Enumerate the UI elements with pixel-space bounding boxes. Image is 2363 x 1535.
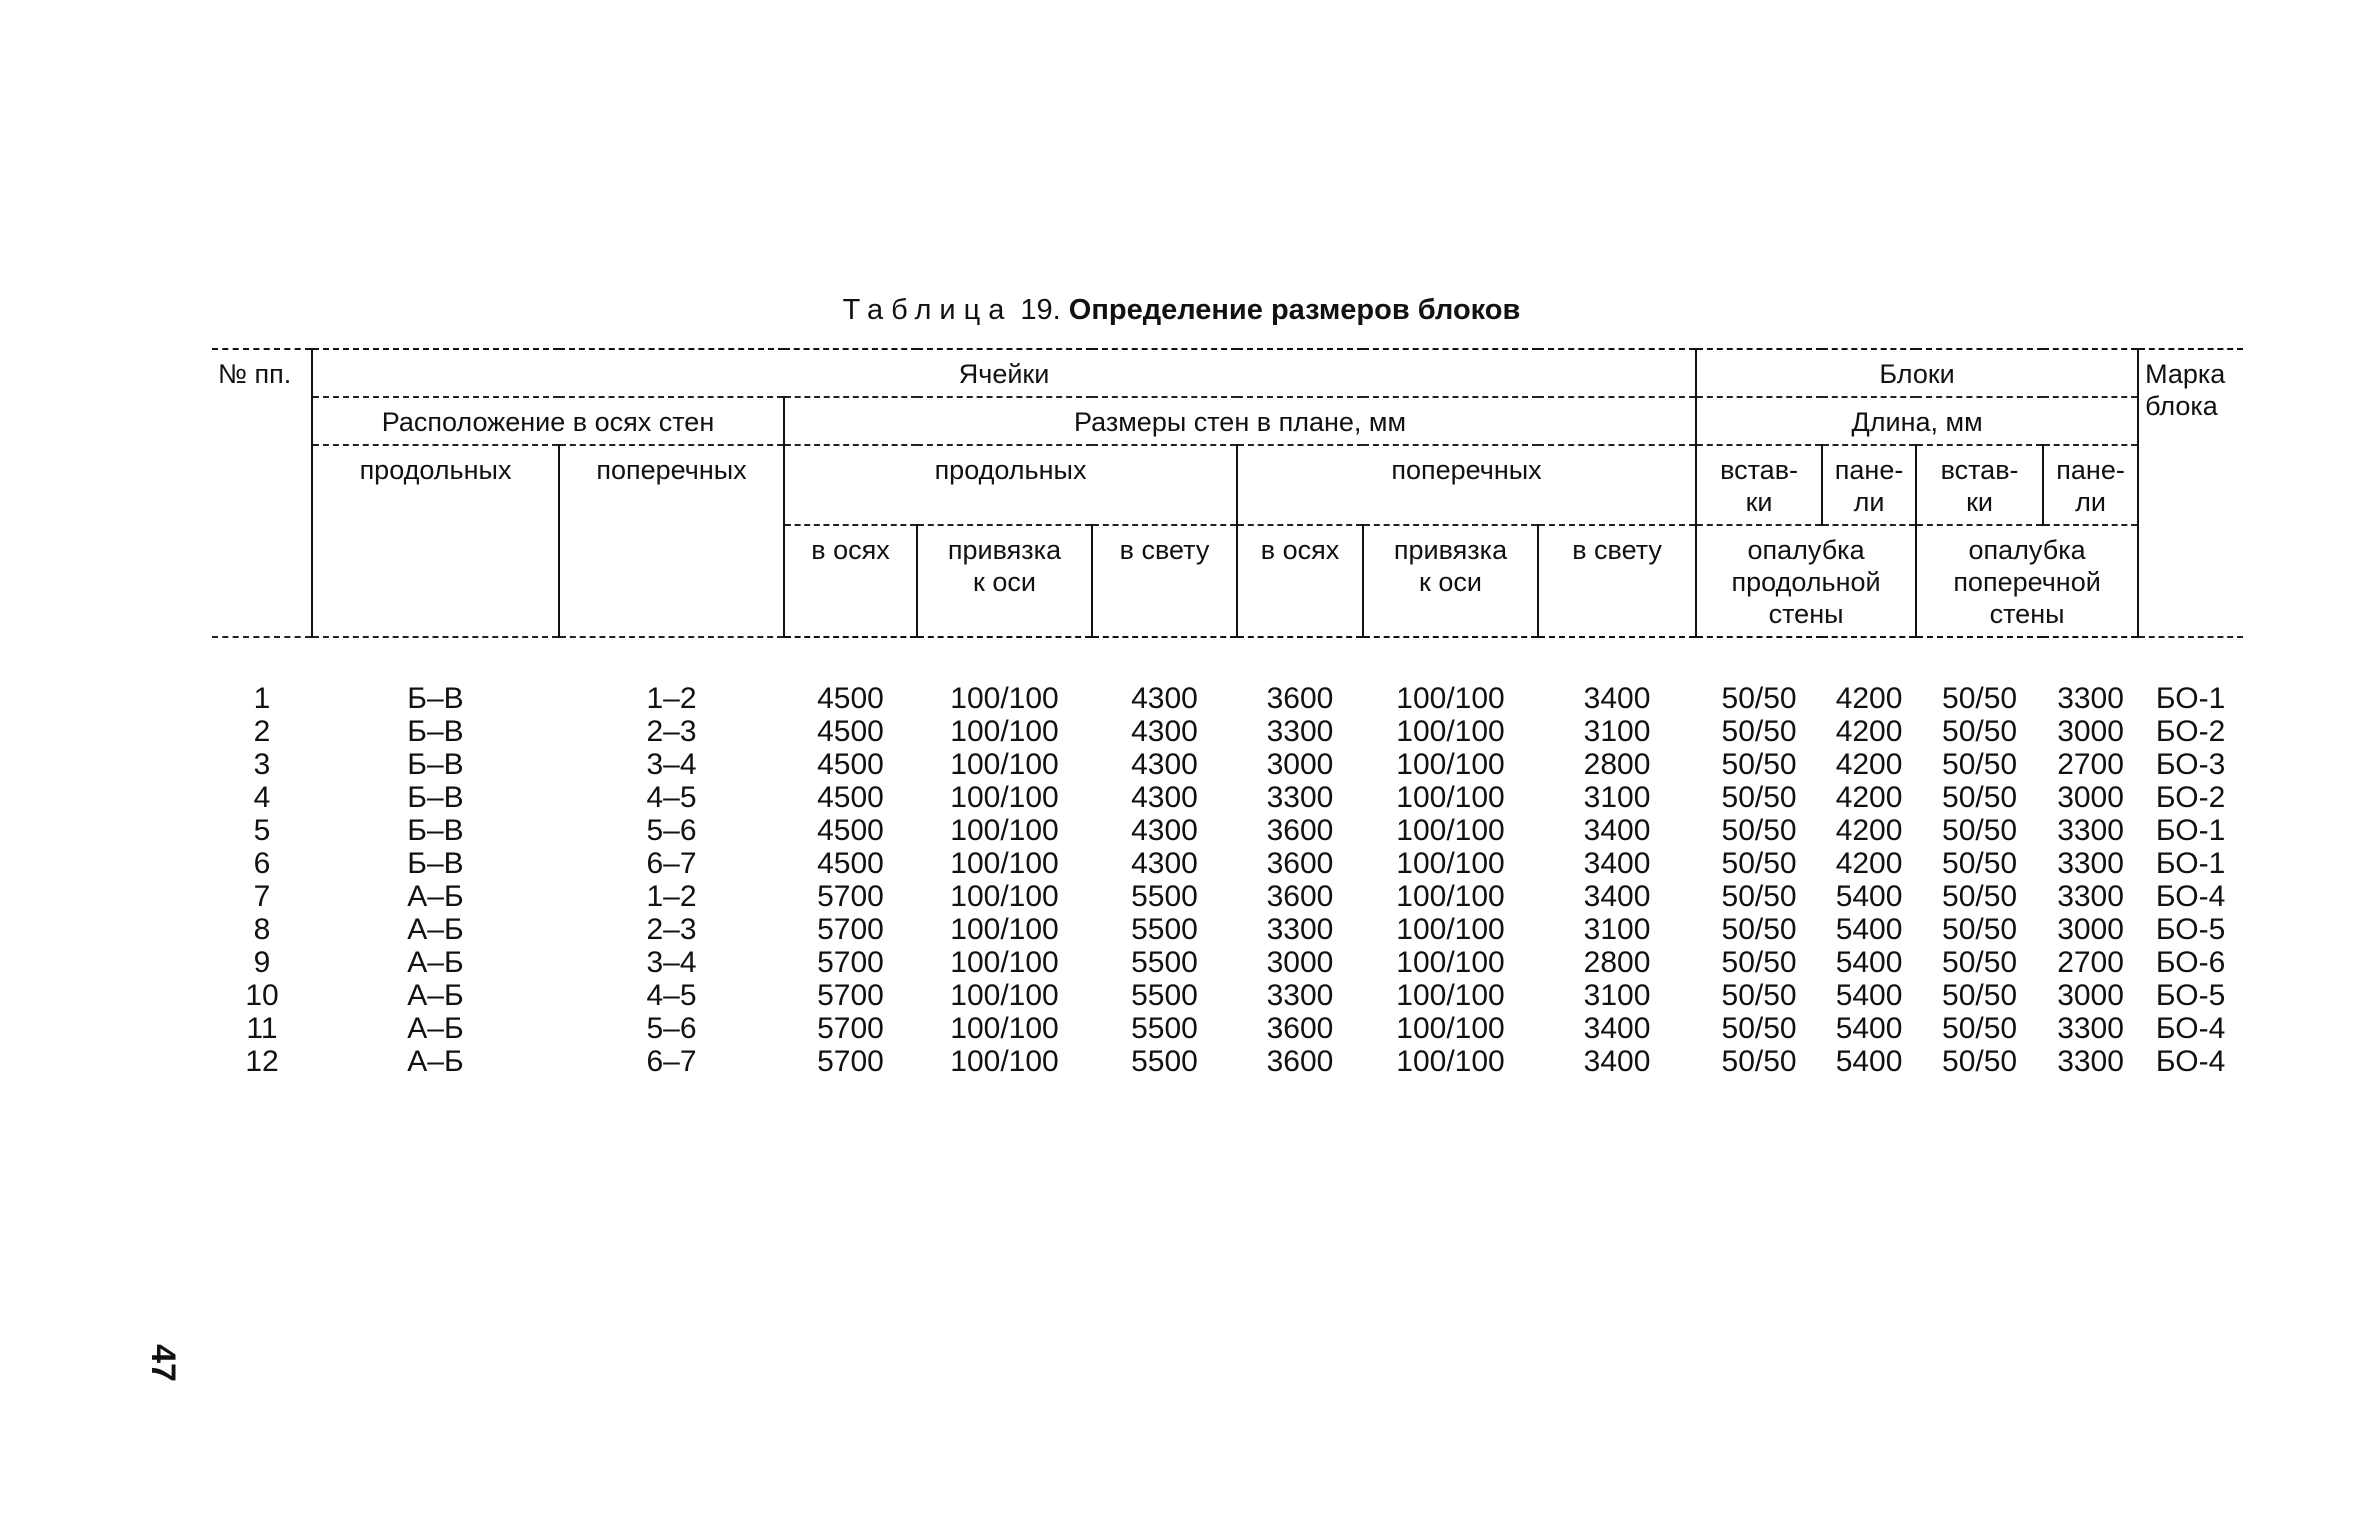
table-cell: 100/100 xyxy=(950,1045,1059,1078)
header-axes-location: Расположение в осях стен xyxy=(312,397,784,445)
table-cell: 3600 xyxy=(1266,682,1334,715)
table-cell: А–Б xyxy=(407,1012,464,1045)
table-cell: 3000 xyxy=(1266,748,1334,781)
table-cell: 5–6 xyxy=(646,814,697,847)
header-wall-sizes: Размеры стен в плане, мм xyxy=(784,397,1696,445)
table-row xyxy=(212,781,2243,814)
header-inserts-2: встав- ки xyxy=(1916,445,2043,525)
table-cell: 5400 xyxy=(1835,1012,1903,1045)
header-formwork-long: опалубка продольной стены xyxy=(1696,525,1916,637)
table-cell: 5 xyxy=(253,814,271,847)
table-cell: 4500 xyxy=(817,748,884,781)
table-cell: 3300 xyxy=(1266,979,1334,1012)
table-cell: 50/50 xyxy=(1942,847,2018,880)
table-row xyxy=(212,748,2243,781)
table-cell: 100/100 xyxy=(950,715,1059,748)
table-cell: 50/50 xyxy=(1942,748,2018,781)
table-cell: 5500 xyxy=(1131,1012,1198,1045)
table-cell: 100/100 xyxy=(950,847,1059,880)
table-cell: 3300 xyxy=(2057,1012,2124,1045)
table-cell: 4500 xyxy=(817,682,884,715)
table-cell: 4–5 xyxy=(646,781,697,814)
table-cell: 5700 xyxy=(817,913,884,946)
table-cell: 5700 xyxy=(817,946,884,979)
table-cell: 3–4 xyxy=(646,748,697,781)
table-cell: 3100 xyxy=(1583,913,1651,946)
table-cell: 5500 xyxy=(1131,1045,1198,1078)
table-cell: 4200 xyxy=(1835,847,1903,880)
table-cell: 3000 xyxy=(2057,913,2124,946)
table-cell: 100/100 xyxy=(1396,781,1505,814)
table-cell: 50/50 xyxy=(1721,979,1797,1012)
table-cell: 4200 xyxy=(1835,715,1903,748)
table-cell: 2–3 xyxy=(646,913,697,946)
table-cell: 4300 xyxy=(1131,814,1198,847)
header-mark: Марка блока xyxy=(2138,349,2243,637)
table-cell: 50/50 xyxy=(1942,1012,2018,1045)
table-cell: БО-2 xyxy=(2155,781,2226,814)
table-cell: 9 xyxy=(253,946,271,979)
table-cell: 4300 xyxy=(1131,715,1198,748)
table-cell: 3300 xyxy=(1266,781,1334,814)
table-cell: 3000 xyxy=(1266,946,1334,979)
table-cell: 4300 xyxy=(1131,682,1198,715)
table-cell: 100/100 xyxy=(1396,847,1505,880)
table-row xyxy=(212,979,2243,1012)
table-cell: 50/50 xyxy=(1942,979,2018,1012)
table-cell: 3600 xyxy=(1266,880,1334,913)
table-cell: Б–В xyxy=(407,682,464,715)
table-cell: 50/50 xyxy=(1942,814,2018,847)
table-cell: 3600 xyxy=(1266,1045,1334,1078)
table-cell: 5500 xyxy=(1131,946,1198,979)
table-cell: 3400 xyxy=(1583,814,1651,847)
table-cell: 100/100 xyxy=(1396,715,1505,748)
table-cell: 100/100 xyxy=(950,913,1059,946)
table-cell: Б–В xyxy=(407,748,464,781)
header-formwork-trans: опалубка поперечной стены xyxy=(1916,525,2138,637)
table-cell: 100/100 xyxy=(950,880,1059,913)
table-cell: 3000 xyxy=(2057,979,2124,1012)
table-cell: 100/100 xyxy=(950,781,1059,814)
table-cell: 50/50 xyxy=(1942,946,2018,979)
table-cell: А–Б xyxy=(407,1045,464,1078)
table-cell: 1–2 xyxy=(646,682,697,715)
table-cell: Б–В xyxy=(407,715,464,748)
header-panels-2: пане- ли xyxy=(2043,445,2138,525)
table-cell: 6 xyxy=(253,847,271,880)
table-cell: 4500 xyxy=(817,814,884,847)
table-cell: 50/50 xyxy=(1721,847,1797,880)
table-cell: 100/100 xyxy=(1396,682,1505,715)
header-cells: Ячейки xyxy=(312,349,1696,397)
table-cell: 50/50 xyxy=(1942,913,2018,946)
page-number: 47 xyxy=(144,1344,182,1382)
table-cell: 100/100 xyxy=(1396,880,1505,913)
table-cell: 7 xyxy=(253,880,271,913)
table-cell: 5400 xyxy=(1835,979,1903,1012)
header-in-axes-1: в осях xyxy=(784,525,917,637)
table-cell: 3100 xyxy=(1583,781,1651,814)
header-in-axes-2: в осях xyxy=(1237,525,1363,637)
table-cell: 50/50 xyxy=(1721,682,1797,715)
table-cell: 3600 xyxy=(1266,1012,1334,1045)
caption-title: Определение размеров блоков xyxy=(1068,294,1521,326)
table-cell: 4500 xyxy=(817,847,884,880)
table-cell: 3600 xyxy=(1266,847,1334,880)
table-cell: 5500 xyxy=(1131,880,1198,913)
table-cell: 4300 xyxy=(1131,748,1198,781)
table-cell: 8 xyxy=(253,913,271,946)
header-binding-1: привязка к оси xyxy=(917,525,1092,637)
table-cell: 100/100 xyxy=(1396,913,1505,946)
table-cell: 100/100 xyxy=(1396,946,1505,979)
table-cell: 10 xyxy=(245,979,279,1012)
table-cell: 3400 xyxy=(1583,1012,1651,1045)
header-longitudinal: продольных xyxy=(312,445,559,637)
table-body xyxy=(212,637,2243,1078)
table-cell: 2–3 xyxy=(646,715,697,748)
table-cell: 4300 xyxy=(1131,847,1198,880)
table-cell: 5400 xyxy=(1835,1045,1903,1078)
table-cell: 3–4 xyxy=(646,946,697,979)
table-cell: 4 xyxy=(253,781,271,814)
table-cell: 100/100 xyxy=(1396,1045,1505,1078)
table-cell: А–Б xyxy=(407,946,464,979)
table-cell: 3100 xyxy=(1583,979,1651,1012)
table-row xyxy=(212,715,2243,748)
table-cell: 2800 xyxy=(1583,946,1651,979)
table-cell: БО-6 xyxy=(2155,946,2226,979)
table-cell: 4500 xyxy=(817,781,884,814)
header-transverse: поперечных xyxy=(559,445,784,637)
table-cell: 50/50 xyxy=(1942,1045,2018,1078)
table-cell: 3400 xyxy=(1583,880,1651,913)
table-cell: 100/100 xyxy=(1396,979,1505,1012)
table-cell: 3000 xyxy=(2057,781,2124,814)
table-cell: 3100 xyxy=(1583,715,1651,748)
table-cell: 5400 xyxy=(1835,946,1903,979)
table-cell: 5700 xyxy=(817,1012,884,1045)
header-length: Длина, мм xyxy=(1696,397,2138,445)
table-cell: 100/100 xyxy=(1396,814,1505,847)
table-cell: А–Б xyxy=(407,913,464,946)
table-cell: 4200 xyxy=(1835,814,1903,847)
table-cell: 6–7 xyxy=(646,847,697,880)
table-cell: 5400 xyxy=(1835,880,1903,913)
table-cell: 3400 xyxy=(1583,682,1651,715)
table-cell: 50/50 xyxy=(1721,1012,1797,1045)
table-cell: 3000 xyxy=(2057,715,2124,748)
table-row xyxy=(212,1012,2243,1045)
table-cell: А–Б xyxy=(407,880,464,913)
header-clear-1: в свету xyxy=(1092,525,1237,637)
table-cell: БО-4 xyxy=(2155,1045,2226,1078)
caption-label: Таблица xyxy=(842,294,1013,326)
table-caption xyxy=(0,294,2363,327)
table-cell: 100/100 xyxy=(950,1012,1059,1045)
table-cell: 50/50 xyxy=(1721,1045,1797,1078)
table-cell: 50/50 xyxy=(1942,715,2018,748)
table-cell: 2700 xyxy=(2057,946,2124,979)
table-row xyxy=(212,946,2243,979)
table-cell: 3300 xyxy=(1266,715,1334,748)
table-cell: БО-3 xyxy=(2155,748,2226,781)
table-cell: 100/100 xyxy=(950,979,1059,1012)
table-cell: 11 xyxy=(246,1012,278,1045)
table-cell: 5500 xyxy=(1131,979,1198,1012)
table-cell: 5700 xyxy=(817,979,884,1012)
table-cell: 100/100 xyxy=(950,814,1059,847)
table-row xyxy=(212,847,2243,880)
table-cell: Б–В xyxy=(407,781,464,814)
header-binding-2: привязка к оси xyxy=(1363,525,1538,637)
table-cell: 3300 xyxy=(2057,1045,2124,1078)
table-cell: 3600 xyxy=(1266,814,1334,847)
table-cell: 50/50 xyxy=(1942,880,2018,913)
table-cell: 100/100 xyxy=(950,682,1059,715)
table-cell: 100/100 xyxy=(1396,1012,1505,1045)
table-cell: 50/50 xyxy=(1721,913,1797,946)
table-cell: 100/100 xyxy=(950,946,1059,979)
table-cell: 3300 xyxy=(1266,913,1334,946)
header-blocks: Блоки xyxy=(1696,349,2138,397)
table-cell: Б–В xyxy=(407,847,464,880)
table-cell: 2800 xyxy=(1583,748,1651,781)
header-transverse-sizes: поперечных xyxy=(1237,445,1696,525)
table-cell: 50/50 xyxy=(1721,781,1797,814)
table-cell: 5700 xyxy=(817,1045,884,1078)
table-cell: 3300 xyxy=(2057,880,2124,913)
table-cell: 50/50 xyxy=(1721,715,1797,748)
table-cell: 5700 xyxy=(817,880,884,913)
table-cell: 2700 xyxy=(2057,748,2124,781)
table-row xyxy=(212,814,2243,847)
header-num: № пп. xyxy=(212,349,312,637)
table-cell: 50/50 xyxy=(1942,781,2018,814)
table-cell: 4300 xyxy=(1131,781,1198,814)
table-cell: 100/100 xyxy=(950,748,1059,781)
table-cell: 3400 xyxy=(1583,1045,1651,1078)
table-cell: 5–6 xyxy=(646,1012,697,1045)
table-row xyxy=(212,1045,2243,1078)
table-cell: БО-1 xyxy=(2155,682,2226,715)
table-cell: 50/50 xyxy=(1721,880,1797,913)
table-cell: 4200 xyxy=(1835,682,1903,715)
table-cell: 4200 xyxy=(1835,781,1903,814)
table-cell: БО-1 xyxy=(2155,814,2226,847)
table-cell: 3300 xyxy=(2057,814,2124,847)
table-cell: 5400 xyxy=(1835,913,1903,946)
table-cell: 3300 xyxy=(2057,682,2124,715)
header-inserts-1: встав- ки xyxy=(1696,445,1822,525)
table-cell: 50/50 xyxy=(1942,682,2018,715)
table-cell: 50/50 xyxy=(1721,814,1797,847)
table-row xyxy=(212,913,2243,946)
table-cell: 4500 xyxy=(817,715,884,748)
table-cell: БО-5 xyxy=(2155,913,2226,946)
header-clear-2: в свету xyxy=(1538,525,1696,637)
table-cell: БО-1 xyxy=(2155,847,2226,880)
header-panels-1: пане- ли xyxy=(1822,445,1916,525)
caption-number: 19. xyxy=(1012,294,1069,326)
table-cell: 5500 xyxy=(1131,913,1198,946)
table-row xyxy=(212,880,2243,913)
table-cell: Б–В xyxy=(407,814,464,847)
table-cell: 3400 xyxy=(1583,847,1651,880)
table-cell: 3 xyxy=(253,748,271,781)
table-cell: БО-2 xyxy=(2155,715,2226,748)
table-cell: 3300 xyxy=(2057,847,2124,880)
table-cell: А–Б xyxy=(407,979,464,1012)
table-cell: 1–2 xyxy=(646,880,697,913)
table-cell: БО-4 xyxy=(2155,1012,2226,1045)
table-cell: 12 xyxy=(245,1045,279,1078)
table-cell: 6–7 xyxy=(646,1045,697,1078)
table-cell: 4–5 xyxy=(646,979,697,1012)
table-cell: 2 xyxy=(253,715,271,748)
table-cell: 50/50 xyxy=(1721,946,1797,979)
block-sizes-table xyxy=(212,348,2243,1078)
header-longitudinal-sizes: продольных xyxy=(784,445,1237,525)
table-row xyxy=(212,682,2243,715)
table-cell: 50/50 xyxy=(1721,748,1797,781)
table-cell: 100/100 xyxy=(1396,748,1505,781)
table-cell: БО-5 xyxy=(2155,979,2226,1012)
table-cell: 4200 xyxy=(1835,748,1903,781)
table-cell: БО-4 xyxy=(2155,880,2226,913)
table-cell: 1 xyxy=(253,682,271,715)
